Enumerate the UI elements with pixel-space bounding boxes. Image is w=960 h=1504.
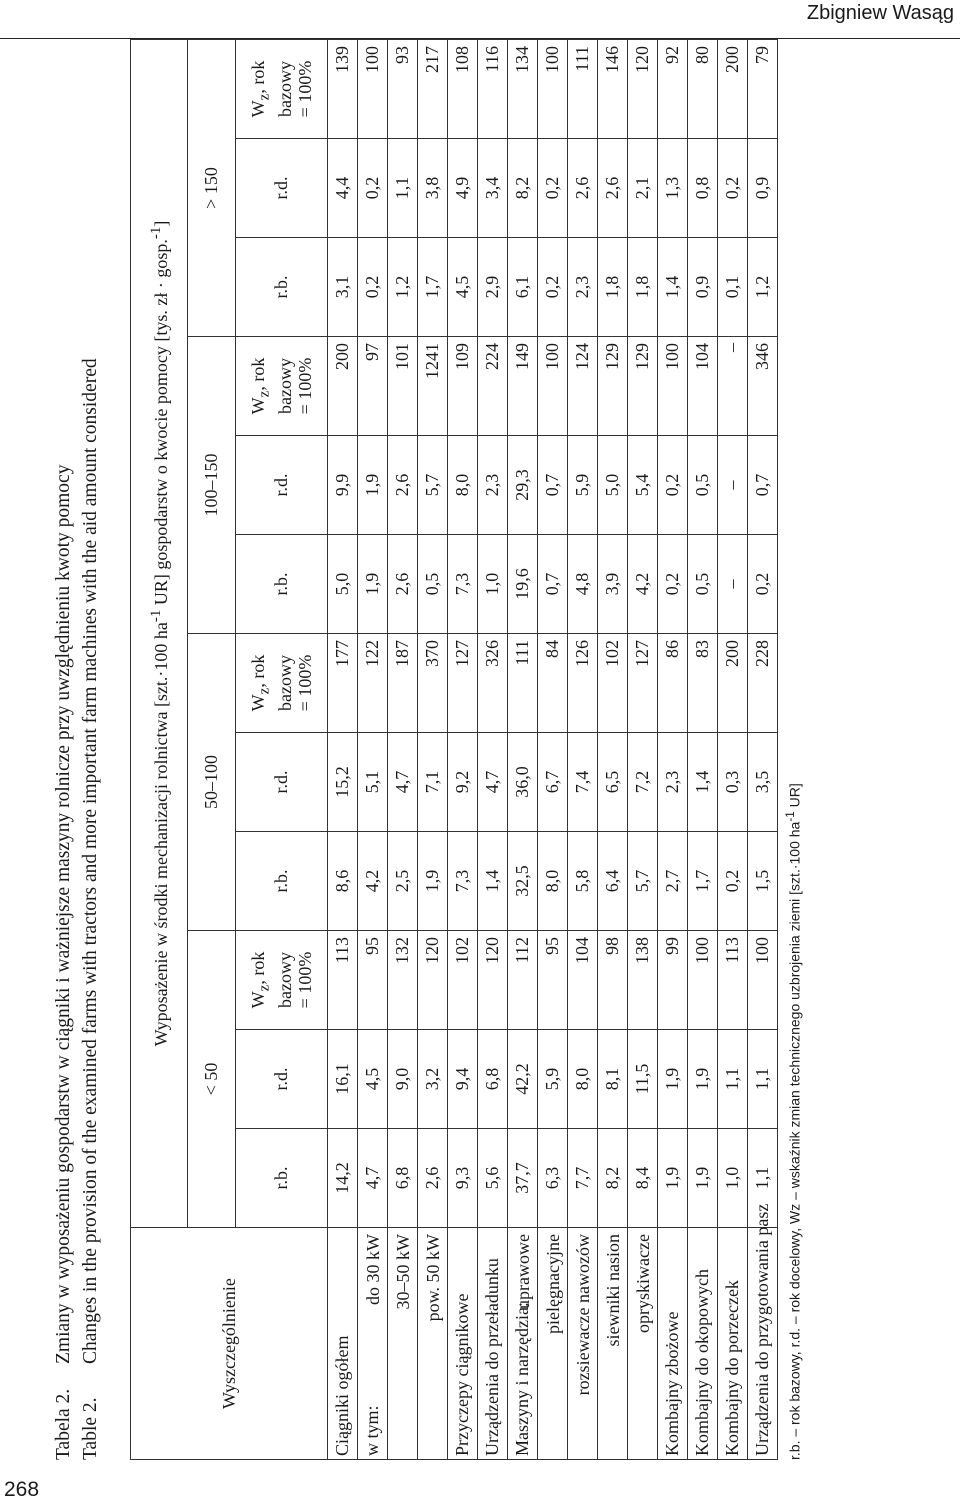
table-row — [568, 39, 598, 1459]
row-sublabel: pielęgnacyjne — [543, 1234, 563, 1334]
table-cell: 370 — [418, 634, 448, 733]
table-cell: 146 — [598, 39, 628, 138]
row-label — [598, 1228, 628, 1460]
table-cell: 0,2 — [538, 139, 568, 238]
table-cell: 4,8 — [568, 535, 598, 634]
table-cell: 3,2 — [418, 1030, 448, 1129]
table-cell: 2,6 — [568, 139, 598, 238]
table-cell: 102 — [448, 931, 478, 1030]
table-cell: 8,1 — [598, 1030, 628, 1129]
caption-english — [77, 40, 104, 1460]
table-cell: 4,5 — [448, 238, 478, 337]
table-cell: 2,1 — [628, 139, 658, 238]
table-cell: 120 — [418, 931, 448, 1030]
table-cell: 95 — [538, 931, 568, 1030]
subheader-rb: r.b. — [236, 238, 328, 337]
table-cell: 108 — [448, 39, 478, 138]
table-cell: 2,9 — [478, 238, 508, 337]
table-cell: 4,7 — [478, 733, 508, 832]
table-cell: 177 — [328, 634, 358, 733]
table-cell: 100 — [748, 931, 778, 1030]
table-cell: 200 — [718, 634, 748, 733]
table-cell: 6,4 — [598, 832, 628, 931]
table-row — [658, 39, 688, 1459]
table-cell: 9,9 — [328, 436, 358, 535]
table-cell: 4,7 — [388, 733, 418, 832]
table-cell: 1,9 — [688, 1129, 718, 1228]
table-cell: 2,7 — [658, 832, 688, 931]
table-cell: 120 — [628, 39, 658, 138]
row-sublabel: opryskiwacze — [633, 1234, 653, 1333]
table-cell: 100 — [658, 337, 688, 436]
row-label: Kombajny do okopowych — [688, 1228, 718, 1460]
table-cell: 138 — [628, 931, 658, 1030]
caption-en-text: Changes in the provision of the examined farms with tractors and more important farm machines with the aid amount considered — [80, 358, 101, 1364]
table-row — [448, 39, 478, 1459]
table-cell: 11,5 — [628, 1030, 658, 1129]
table-cell: 2,6 — [388, 535, 418, 634]
caption-polish — [50, 40, 77, 1460]
table-cell: 2,6 — [388, 436, 418, 535]
row-label: w tym: do 30 kW — [358, 1228, 388, 1460]
table-cell: 6,5 — [598, 733, 628, 832]
table-cell: 2,6 — [418, 1129, 448, 1228]
table-cell: 8,0 — [568, 1030, 598, 1129]
table-cell: 79 — [748, 39, 778, 138]
table-cell: 217 — [418, 39, 448, 138]
table-cell: 8,2 — [508, 139, 538, 238]
table-cell: 102 — [598, 634, 628, 733]
table-cell: 1,5 — [748, 832, 778, 931]
author-name: Zbigniew Wasąg — [806, 2, 954, 24]
table-cell: 1,4 — [688, 733, 718, 832]
table-cell: 5,9 — [538, 1030, 568, 1129]
subheader-wz: $W_z$, rok bazowy = 100% — [236, 931, 328, 1030]
table-cell: – — [718, 535, 748, 634]
table-row — [748, 39, 778, 1459]
table-cell: 0,9 — [748, 139, 778, 238]
table-row — [688, 39, 718, 1459]
table-cell: – — [718, 337, 748, 436]
table-row — [628, 39, 658, 1459]
table-cell: 3,4 — [478, 139, 508, 238]
row-label — [538, 1228, 568, 1460]
row-label — [388, 1228, 418, 1460]
table-cell: 6,7 — [538, 733, 568, 832]
table-cell: 1,1 — [748, 1129, 778, 1228]
subheader-rd: r.d. — [236, 733, 328, 832]
table-row — [508, 39, 538, 1459]
table-cell: 122 — [358, 634, 388, 733]
table-cell: 346 — [748, 337, 778, 436]
table-cell: 1,9 — [418, 832, 448, 931]
group-header: 50–100 — [188, 634, 236, 931]
table-cell: 86 — [658, 634, 688, 733]
group-header: 100–150 — [188, 337, 236, 634]
table-cell: 2,6 — [598, 139, 628, 238]
rotated-table-area — [50, 40, 950, 1460]
table-cell: 6,3 — [538, 1129, 568, 1228]
table-cell: 200 — [328, 337, 358, 436]
table-cell: 0,5 — [688, 436, 718, 535]
table-cell: 100 — [688, 931, 718, 1030]
table-row — [418, 39, 448, 1459]
table-cell: 16,1 — [328, 1030, 358, 1129]
table-cell: 9,0 — [388, 1030, 418, 1129]
table-cell: 4,9 — [448, 139, 478, 238]
table-cell: 19,6 — [508, 535, 538, 634]
table-cell: 100 — [538, 337, 568, 436]
table-cell: 1,0 — [478, 535, 508, 634]
group-header: < 50 — [188, 931, 236, 1228]
table-cell: 8,0 — [538, 832, 568, 931]
table-cell: 7,3 — [448, 535, 478, 634]
table-cell: 92 — [658, 39, 688, 138]
table-row — [388, 39, 418, 1459]
table-cell: 8,2 — [598, 1129, 628, 1228]
table-cell: 1,7 — [418, 238, 448, 337]
table-cell: 1,7 — [688, 832, 718, 931]
table-cell: 84 — [538, 634, 568, 733]
table-cell: 1,9 — [688, 1030, 718, 1129]
row-label — [418, 1228, 448, 1460]
caption-pl-label: Tabela 2. — [53, 1388, 74, 1460]
subheader-rb: r.b. — [236, 1129, 328, 1228]
table-cell: 1,2 — [748, 238, 778, 337]
table-cell: 6,8 — [388, 1129, 418, 1228]
table-cell: 8,0 — [448, 436, 478, 535]
table-cell: 104 — [688, 337, 718, 436]
table-cell: 1,9 — [658, 1030, 688, 1129]
table-cell: 111 — [508, 634, 538, 733]
table-row — [718, 39, 748, 1459]
table-cell: 5,9 — [568, 436, 598, 535]
table-cell: 1,3 — [658, 139, 688, 238]
table-cell: 3,1 — [328, 238, 358, 337]
table-cell: 1,4 — [478, 832, 508, 931]
table-cell: 1,1 — [718, 1030, 748, 1129]
row-sublabel: pow. 50 kW — [423, 1234, 443, 1322]
subheader-rd: r.d. — [236, 436, 328, 535]
table-cell: 1,1 — [748, 1030, 778, 1129]
table-cell: 200 — [718, 39, 748, 138]
table-cell: 5,7 — [418, 436, 448, 535]
table-cell: 6,8 — [478, 1030, 508, 1129]
table-cell: 0,5 — [418, 535, 448, 634]
subheader-rd: r.d. — [236, 1030, 328, 1129]
subheader-rb: r.b. — [236, 832, 328, 931]
table-cell: 0,5 — [688, 535, 718, 634]
table-cell: 7,2 — [628, 733, 658, 832]
table-cell: 111 — [568, 39, 598, 138]
table-cell: 98 — [598, 931, 628, 1030]
table-cell: 97 — [358, 337, 388, 436]
table-cell: 8,6 — [328, 832, 358, 931]
table-cell: 42,2 — [508, 1030, 538, 1129]
row-label: Ciągniki ogółem — [328, 1228, 358, 1460]
subheader-wz: $W_z$, rok bazowy = 100% — [236, 39, 328, 138]
table-cell: 80 — [688, 39, 718, 138]
row-sublabel: siewniki nasion — [603, 1234, 623, 1347]
table-cell: – — [718, 436, 748, 535]
row-sublabel: do 30 kW — [363, 1234, 383, 1305]
table-cell: 1,1 — [388, 139, 418, 238]
table-cell: 228 — [748, 634, 778, 733]
table-cell: 29,3 — [508, 436, 538, 535]
table-cell: 101 — [388, 337, 418, 436]
table-cell: 37,7 — [508, 1129, 538, 1228]
row-label: Maszyny i narzędzia: uprawowe — [508, 1228, 538, 1460]
table-cell: 0,2 — [538, 238, 568, 337]
table-cell: 104 — [568, 931, 598, 1030]
table-cell: 2,3 — [568, 238, 598, 337]
table-row — [328, 39, 358, 1459]
row-label: Przyczepy ciągnikowe — [448, 1228, 478, 1460]
table-cell: 9,3 — [448, 1129, 478, 1228]
table-cell: 4,5 — [358, 1030, 388, 1129]
table-cell: 0,2 — [358, 238, 388, 337]
table-cell: 1,8 — [628, 238, 658, 337]
table-cell: 4,7 — [358, 1129, 388, 1228]
table-cell: 100 — [358, 39, 388, 138]
row-label: Kombajny zbożowe — [658, 1228, 688, 1460]
table-cell: 129 — [598, 337, 628, 436]
table-cell: 109 — [448, 337, 478, 436]
table-cell: 0,8 — [688, 139, 718, 238]
row-label: Kombajny do porzeczek — [718, 1228, 748, 1460]
table-cell: 83 — [688, 634, 718, 733]
table-cell: 7,1 — [418, 733, 448, 832]
table-cell: 1,0 — [718, 1129, 748, 1228]
table-cell: 0,1 — [718, 238, 748, 337]
table-cell: 0,2 — [658, 436, 688, 535]
caption-en-label: Table 2. — [80, 1397, 101, 1460]
table-cell: 0,7 — [748, 436, 778, 535]
group-header: > 150 — [188, 39, 236, 336]
row-sublabel: uprawowe — [513, 1234, 533, 1309]
table-cell: 14,2 — [328, 1129, 358, 1228]
page-number: 268 — [4, 1478, 40, 1501]
table-cell: 0,3 — [718, 733, 748, 832]
table-cell: 1,2 — [388, 238, 418, 337]
data-table — [130, 39, 778, 1460]
row-sublabel: 30–50 kW — [393, 1234, 413, 1310]
table-cell: 112 — [508, 931, 538, 1030]
table-cell: 5,4 — [628, 436, 658, 535]
table-cell: 5,0 — [598, 436, 628, 535]
table-cell: 4,2 — [358, 832, 388, 931]
table-cell: 113 — [718, 931, 748, 1030]
table-cell: 5,6 — [478, 1129, 508, 1228]
table-cell: 4,4 — [328, 139, 358, 238]
table-cell: 5,0 — [328, 535, 358, 634]
table-cell: 1,9 — [358, 436, 388, 535]
table-cell: 1241 — [418, 337, 448, 436]
table-row — [598, 39, 628, 1459]
table-cell: 124 — [568, 337, 598, 436]
table-cell: 187 — [388, 634, 418, 733]
table-cell: 95 — [358, 931, 388, 1030]
table-cell: 4,2 — [628, 535, 658, 634]
row-label: Urządzenia do przygotowania pasz — [748, 1228, 778, 1460]
table-cell: 36,0 — [508, 733, 538, 832]
table-cell: 0,7 — [538, 535, 568, 634]
footnote: r.b. – rok bazowy, r.d. – rok docelowy, Wz – wskaźnik zmian technicznego uzbrojenia ziemi [szt.·100 $ha^{-1}$ UR] — [784, 783, 803, 1460]
table-cell: 0,2 — [658, 535, 688, 634]
table-cell: 224 — [478, 337, 508, 436]
table-cell: 0,2 — [718, 832, 748, 931]
table-cell: 3,8 — [418, 139, 448, 238]
table-cell: 3,5 — [748, 733, 778, 832]
subheader-wz: $W_z$, rok bazowy = 100% — [236, 634, 328, 733]
table-cell: 9,4 — [448, 1030, 478, 1129]
table-caption — [50, 40, 104, 1460]
subheader-wz: $W_z$, rok bazowy = 100% — [236, 337, 328, 436]
table-cell: 32,5 — [508, 832, 538, 931]
table-cell: 15,2 — [328, 733, 358, 832]
table-cell: 2,5 — [388, 832, 418, 931]
table-cell: 326 — [478, 634, 508, 733]
table-row — [358, 39, 388, 1459]
table-cell: 1,9 — [358, 535, 388, 634]
table-cell: 3,9 — [598, 535, 628, 634]
table-cell: 2,3 — [658, 733, 688, 832]
table-cell: 0,2 — [358, 139, 388, 238]
table-cell: 120 — [478, 931, 508, 1030]
table-cell: 5,8 — [568, 832, 598, 931]
subheader-rd: r.d. — [236, 139, 328, 238]
table-cell: 134 — [508, 39, 538, 138]
table-row — [538, 39, 568, 1459]
table-cell: 5,7 — [628, 832, 658, 931]
table-cell: 129 — [628, 337, 658, 436]
table-cell: 113 — [328, 931, 358, 1030]
table-row — [478, 39, 508, 1459]
table-cell: 5,1 — [358, 733, 388, 832]
table-cell: 7,3 — [448, 832, 478, 931]
row-label — [568, 1228, 598, 1460]
table-cell: 0,2 — [718, 139, 748, 238]
table-cell: 0,2 — [748, 535, 778, 634]
table-cell: 139 — [328, 39, 358, 138]
table-cell: 7,7 — [568, 1129, 598, 1228]
table-cell: 132 — [388, 931, 418, 1030]
main-header: Wyposażenie w środki mechanizacji rolnictwa [szt.·100 $ha^{-1}$ UR] gospodarstw o kwocie pomocy [tys. zł · gosp.$^{-1}$] — [131, 39, 188, 1227]
spec-header: Wyszczególnienie — [131, 1228, 328, 1460]
table-cell: 99 — [658, 931, 688, 1030]
table-cell: 126 — [568, 634, 598, 733]
table-cell: 127 — [448, 634, 478, 733]
row-label: Urządzenia do przeładunku — [478, 1228, 508, 1460]
table-cell: 8,4 — [628, 1129, 658, 1228]
table-cell: 7,4 — [568, 733, 598, 832]
table-cell: 9,2 — [448, 733, 478, 832]
table-cell: 100 — [538, 39, 568, 138]
table-cell: 1,9 — [658, 1129, 688, 1228]
table-cell: 127 — [628, 634, 658, 733]
table-cell: 2,3 — [478, 436, 508, 535]
table-cell: 1,8 — [598, 238, 628, 337]
subheader-rb: r.b. — [236, 535, 328, 634]
table-cell: 116 — [478, 39, 508, 138]
table-cell: 93 — [388, 39, 418, 138]
table-cell: 6,1 — [508, 238, 538, 337]
caption-pl-text: Zmiany w wyposażeniu gospodarstw w ciągniki i ważniejsze maszyny rolnicze przy uwzględnieniu kwoty pomocy — [53, 464, 74, 1364]
table-cell: 1,4 — [658, 238, 688, 337]
table-cell: 0,7 — [538, 436, 568, 535]
row-sublabel: rozsiewacze nawozów — [573, 1234, 593, 1396]
table-cell: 149 — [508, 337, 538, 436]
row-label — [628, 1228, 658, 1460]
table-cell: 0,9 — [688, 238, 718, 337]
